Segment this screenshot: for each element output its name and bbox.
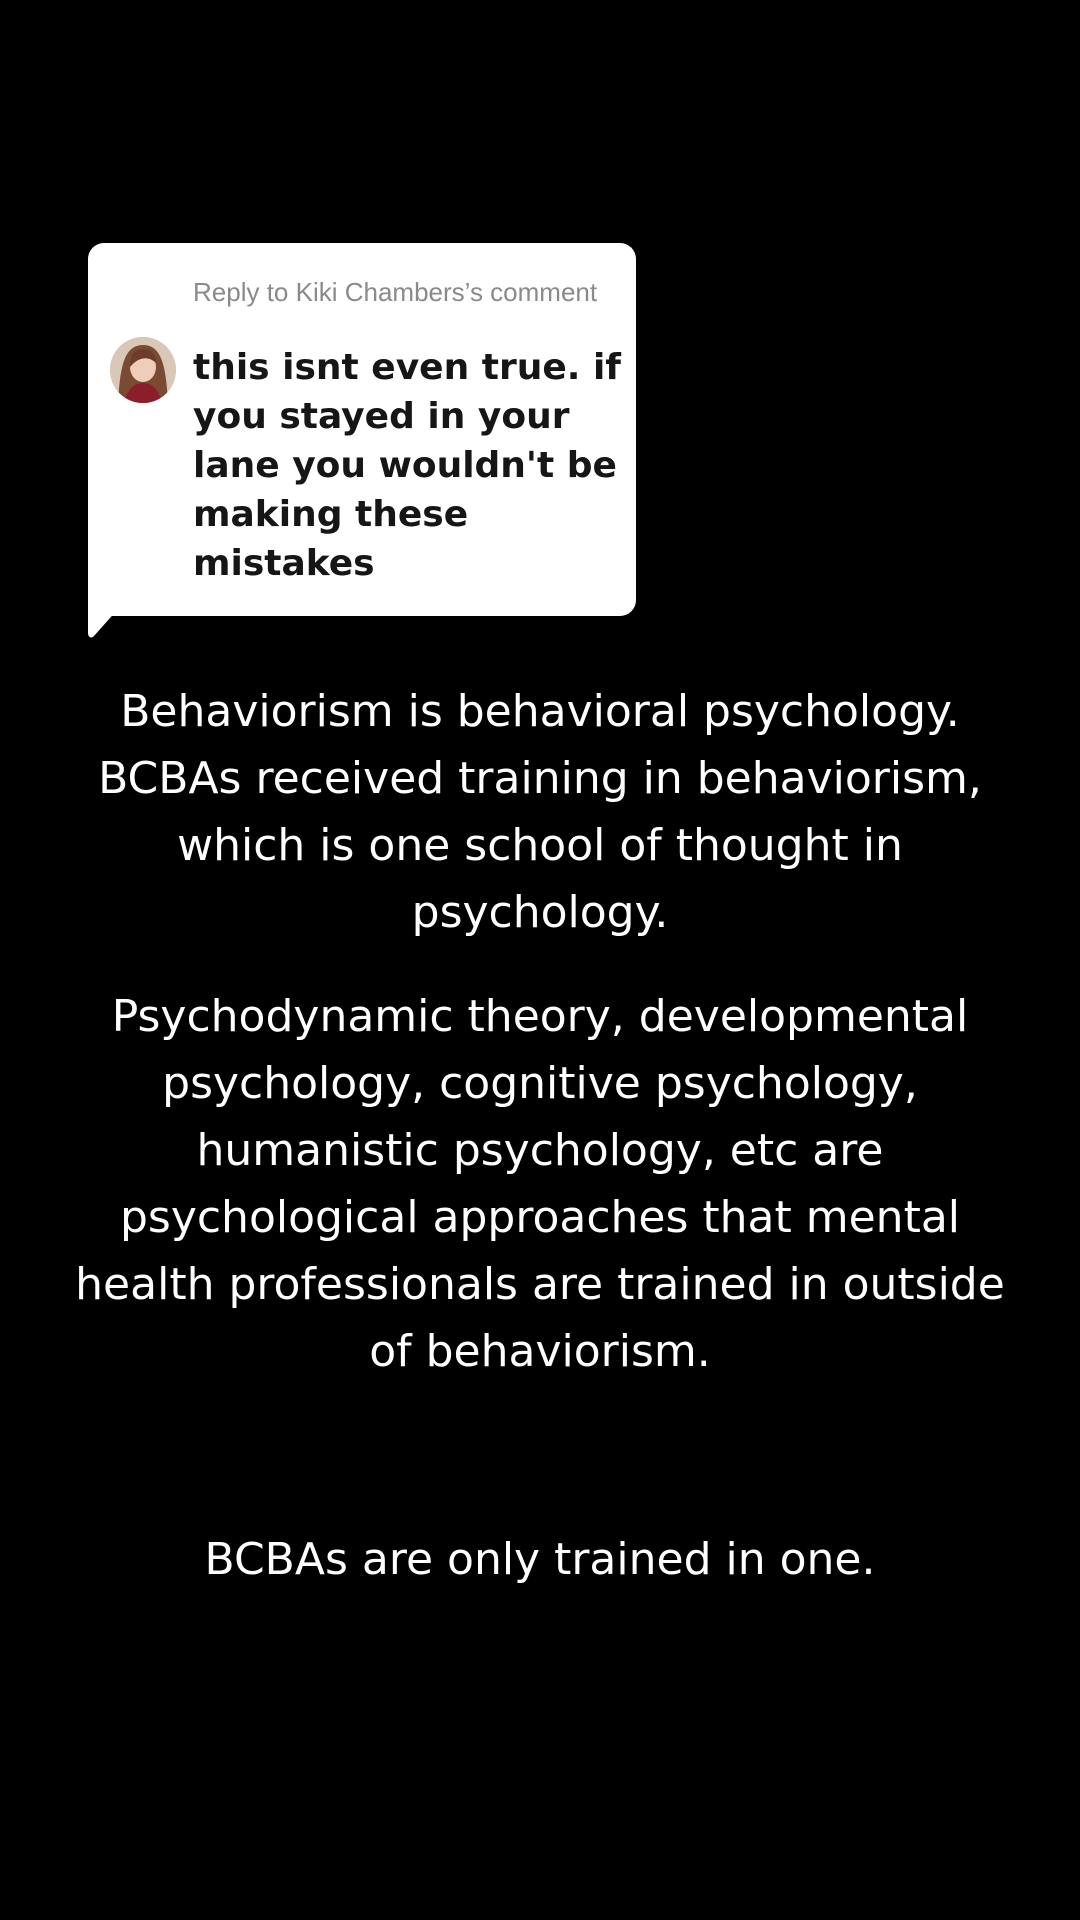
commenter-avatar[interactable]: [110, 337, 176, 403]
reply-comment-text: this isnt even true. if you stayed in your lane you wouldn't be making these mistakes: [193, 347, 621, 584]
reply-header: Reply to Kiki Chambers’s comment: [193, 277, 598, 307]
reply-comment-card[interactable]: [88, 243, 636, 616]
caption-paragraph-2: Psychodynamic theory, developmental psychology, cognitive psychology, humanistic psychology, etc are psychological approaches that mental health professionals are trained in outside of behaviorism.: [75, 991, 1005, 1377]
caption-paragraph-1: Behaviorism is behavioral psychology. BCBAs received training in behaviorism, which is one school of thought in psychology.: [98, 686, 982, 938]
avatar-photo-icon: [110, 337, 176, 403]
caption-paragraph-3: BCBAs are only trained in one.: [204, 1534, 876, 1585]
speech-bubble-tail-icon: [88, 600, 126, 638]
